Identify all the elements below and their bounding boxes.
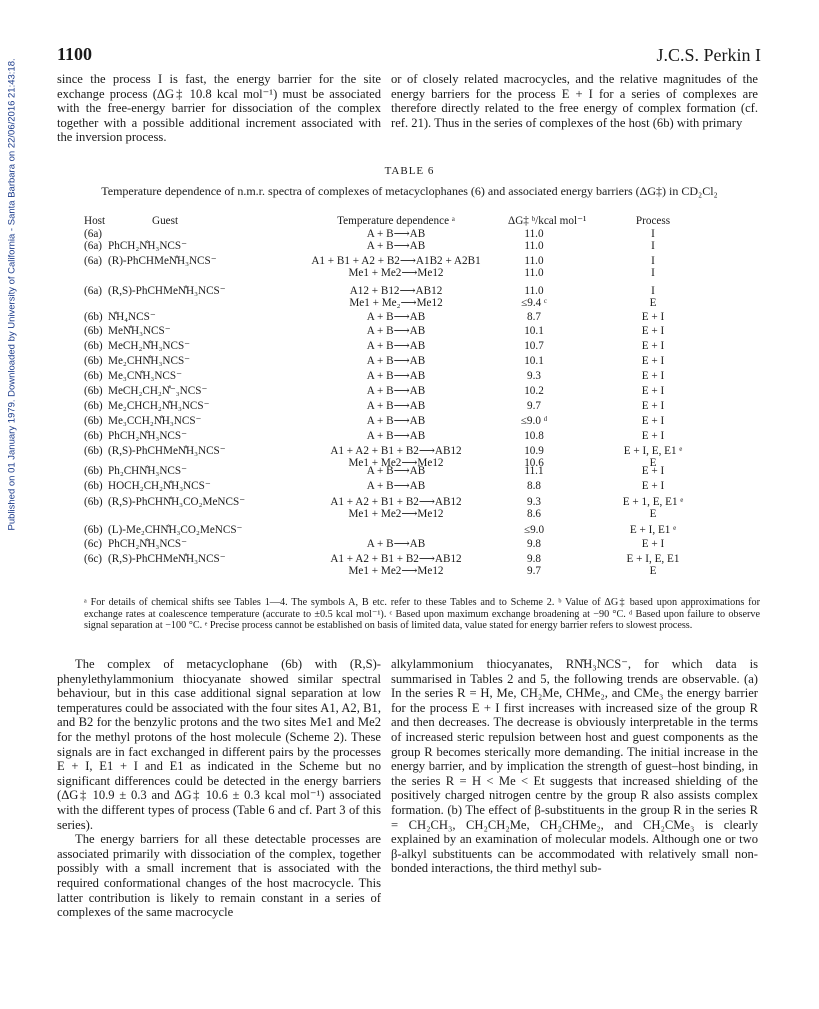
table-cell-host: (6b) bbox=[84, 445, 103, 457]
table-cell-guest: (R,S)-PhCHMeN̊H₃NCS⁻ bbox=[108, 445, 226, 457]
table-cell-host: (6a) bbox=[84, 255, 103, 267]
table-cell-process: E + I bbox=[641, 415, 665, 427]
table-cell-process: E bbox=[649, 456, 657, 469]
header-process: Process bbox=[635, 215, 671, 227]
table-cell-temperature: A1 + A2 + B1 + B2⟶AB12 bbox=[330, 553, 462, 565]
table-cell-delta-g: 11.0 bbox=[524, 266, 544, 279]
table-cell-host: (6b) bbox=[84, 385, 103, 397]
table-cell-delta-g: 10.9 bbox=[524, 445, 544, 457]
table-cell-delta-g: 10.6 bbox=[524, 456, 544, 469]
table-cell-delta-g: 9.3 bbox=[527, 496, 541, 508]
table-cell-process: E + I bbox=[641, 355, 665, 367]
table-cell-delta-g: 11.1 bbox=[524, 465, 544, 477]
table-cell-delta-g: 9.7 bbox=[527, 400, 541, 412]
table-cell-temperature: A + B⟶AB bbox=[366, 430, 426, 442]
table-cell-delta-g: ≤9.0 bbox=[523, 524, 545, 536]
table-footnotes: ᵃ For details of chemical shifts see Tables 1—4. The symbols A, B etc. refer to these Tables and to Scheme 2. ᵇ Value of ΔG‡ based upon approximations for exchange rates at coalescence temperature (accurate to ±0.5 kcal mol⁻¹). ᶜ Based upon maximum exchange broadening at −90 °C. ᵈ Based upon failure to observe signal separation at −100 °C. ᵉ Precise process cannot be established on basis of limited data, value stated for energy barrier refers to slowest process. bbox=[84, 597, 760, 632]
table-cell-delta-g: 11.0 bbox=[524, 255, 544, 267]
paragraph-complex: The complex of metacyclophane (6b) with (R,S)-phenylethylammonium thiocyanate showed similar spectral behaviour, but in this case additional signal separation at low temperatures could be associated with the four sites A1, A2, B1, and B2 for the benzylic protons and the two sites Me1 and Me2 for the methyl protons of the host molecule (Scheme 2). These signals are in fact exchanged in different pairs by the processes E + I, E1 + I and E1 as indicated in the Scheme but no significant differences could be detected in the energy barriers (ΔG‡ 10.9 ± 0.3 and ΔG‡ 10.6 ± 0.3 kcal mol⁻¹) associated with the different types of process (Table 6 and cf. Part 3 of this series). bbox=[57, 657, 381, 832]
table-cell-delta-g: 11.0 bbox=[524, 285, 544, 297]
table-cell-guest: (R)-PhCHMeN̊H₃NCS⁻ bbox=[108, 255, 217, 267]
table-cell-process: E + I bbox=[641, 480, 665, 492]
table-cell-temperature: A + B⟶AB bbox=[366, 228, 426, 240]
table-cell-delta-g: 8.6 bbox=[527, 507, 541, 520]
table-cell-process: E + I, E, E1 ᵉ bbox=[623, 445, 683, 457]
table-cell-delta-g: ≤9.4 ᶜ bbox=[521, 296, 547, 309]
table-cell-guest: Me₂CHN̊H₃NCS⁻ bbox=[108, 355, 191, 367]
table-cell-host: (6b) bbox=[84, 430, 103, 442]
header-delta-g: ΔG‡ ᵇ/kcal mol⁻¹ bbox=[508, 215, 587, 227]
paragraph-energy-barriers: The energy barriers for all these detectable processes are associated primarily with dissociation of the complex, together possibly with a small increment that is associated with the required conformational changes of the host macrocycle. This latter contribution is likely to remain constant in a series of complexes of the same macrocycle bbox=[57, 832, 381, 920]
table-cell-guest: MeCH₂N̊H₃NCS⁻ bbox=[108, 340, 191, 352]
header-temperature: Temperature dependence ᵃ bbox=[337, 215, 455, 227]
top-right-paragraph: or of closely related macrocycles, and the relative magnitudes of the energy barriers for the process E + I for a series of complexes are therefore directly related to the free energy of complex formation (cf. ref. 21). Thus in the series of complexes of the host (6b) with primary bbox=[391, 72, 758, 130]
table-cell-temperature: A + B⟶AB bbox=[366, 370, 426, 382]
table-cell-process: E + I bbox=[641, 340, 665, 352]
table-cell-guest: N̊H₄NCS⁻ bbox=[108, 311, 156, 323]
table-cell-process: I bbox=[651, 240, 655, 252]
table-cell-guest: MeN̊H₃NCS⁻ bbox=[108, 325, 171, 337]
table-cell-temperature: A1 + A2 + B1 + B2⟶AB12 bbox=[330, 445, 462, 457]
table-cell-process: E bbox=[649, 564, 657, 577]
table-cell-process: E + I bbox=[641, 370, 665, 382]
table-cell-process: E + I bbox=[641, 325, 665, 337]
table-cell-host: (6b) bbox=[84, 524, 103, 536]
table-cell-process: E + I, E1 ᵉ bbox=[629, 524, 677, 536]
table-cell-temperature: A + B⟶AB bbox=[366, 480, 426, 492]
table-cell-process: E + 1, E, E1 ᵉ bbox=[622, 496, 684, 508]
table-cell-temperature: A + B⟶AB bbox=[366, 340, 426, 352]
table-cell-temperature: A + B⟶AB bbox=[366, 240, 426, 252]
table-cell-temperature: A + B⟶AB bbox=[366, 325, 426, 337]
table-cell-host: (6b) bbox=[84, 370, 103, 382]
journal-name: J.C.S. Perkin I bbox=[656, 45, 761, 65]
table-cell-temperature: A + B⟶AB bbox=[366, 355, 426, 367]
table-cell-temperature: Me1 + Me2⟶Me12 bbox=[348, 564, 444, 577]
table-cell-temperature: Me1 + Me2⟶Me12 bbox=[348, 266, 444, 279]
header-host: Host bbox=[84, 215, 106, 227]
table-cell-temperature: A12 + B12⟶AB12 bbox=[349, 285, 443, 297]
table-cell-delta-g: 10.1 bbox=[524, 355, 544, 367]
table-cell-host: (6a) bbox=[84, 240, 103, 252]
table-cell-guest: MeCH₂CH₂N̊⁻₃NCS⁻ bbox=[108, 385, 208, 397]
table-cell-delta-g: 8.7 bbox=[527, 311, 541, 323]
table-cell-host: (6b) bbox=[84, 340, 103, 352]
table-cell-process: E + I bbox=[641, 400, 665, 412]
table-cell-process: I bbox=[651, 285, 655, 297]
table-cell-process: I bbox=[651, 228, 655, 240]
table-cell-guest: Me₃CN̊H₃NCS⁻ bbox=[108, 370, 183, 382]
table-cell-temperature: Me1 + Me₂⟶Me12 bbox=[349, 296, 443, 309]
table-cell-delta-g: 11.0 bbox=[524, 228, 544, 240]
table-cell-delta-g: 10.7 bbox=[524, 340, 544, 352]
table-cell-temperature: A + B⟶AB bbox=[366, 311, 426, 323]
table-cell-guest: PhCH₂N̊H₃NCS⁻ bbox=[108, 430, 187, 442]
table-cell-host: (6b) bbox=[84, 496, 103, 508]
table-cell-delta-g: 9.7 bbox=[527, 564, 541, 577]
table-cell-delta-g: ≤9.0 ᵈ bbox=[520, 415, 548, 427]
table-cell-temperature: A + B⟶AB bbox=[366, 385, 426, 397]
table-cell-temperature: A + B⟶AB bbox=[366, 400, 426, 412]
table-cell-temperature: A1 + B1 + A2 + B2⟶A1B2 + A2B1 bbox=[311, 255, 481, 267]
table-cell-temperature: A + B⟶AB bbox=[366, 415, 426, 427]
table-cell-host: (6b) bbox=[84, 355, 103, 367]
table-cell-temperature: A + B⟶AB bbox=[366, 465, 426, 477]
table-cell-process: E + I bbox=[641, 311, 665, 323]
table-cell-process: E bbox=[649, 296, 657, 309]
table-cell-host: (6c) bbox=[84, 538, 103, 550]
table-cell-guest: Me₂CHCH₂N̊H₃NCS⁻ bbox=[108, 400, 210, 412]
table-cell-process: E + I bbox=[641, 430, 665, 442]
table-cell-host: (6a) bbox=[84, 285, 103, 297]
table-cell-delta-g: 9.8 bbox=[527, 553, 541, 565]
header-guest: Guest bbox=[152, 215, 179, 227]
table-cell-guest: Me₃CCH₂N̊H₃NCS⁻ bbox=[108, 415, 202, 427]
table-cell-delta-g: 10.1 bbox=[524, 325, 544, 337]
table-cell-guest: (R,S)-PhCHMeN̊H₃NCS⁻ bbox=[108, 553, 226, 565]
table-cell-guest: PhCH₂N̊H₃NCS⁻ bbox=[108, 240, 187, 252]
top-left-paragraph: since the process I is fast, the energy barrier for the site exchange process (ΔG‡ 10.8 kcal mol⁻¹) must be associated with the free-energy barrier for dissociation of the complex together with a possible additional increment associated with the inversion process. bbox=[57, 72, 381, 145]
table-cell-delta-g: 9.3 bbox=[527, 370, 541, 382]
table-cell-host: (6a) bbox=[84, 228, 103, 240]
page-number: 1100 bbox=[57, 44, 93, 64]
table-cell-guest: (L)-Me₂CHN̊H₃CO₂MeNCS⁻ bbox=[108, 524, 243, 536]
table-cell-temperature: Me1 + Me2⟶Me12 bbox=[348, 456, 444, 469]
table-cell-delta-g: 10.2 bbox=[524, 385, 544, 397]
table-cell-process: E + I bbox=[641, 385, 665, 397]
table-cell-delta-g: 8.8 bbox=[527, 480, 541, 492]
bottom-right-column: alkylammonium thiocyanates, RN̊H₃NCS⁻, for which data is summarised in Tables 2 and 5, the following trends are observable. (a) In the series R = H, Me, CH₂Me, CHMe₂, and CMe₃ the energy barrier for the process E + I first increases with increased size of the group R and then decreases. The decrease is obviously interpretable in the terms of increased steric repulsion between host and guest components as the group R becomes sterically more demanding. The initial increase in the energy barrier, and by implication the strength of guest–host binding, in the series R = H < Me < Et suggests that increased shielding of the positively charged nitrogen centre by the group R also assists complex formation. (b) The effect of β-substituents in the group R in the series R = CH₂CH₃, CH₂CH₂Me, CH₂CHMe₂, and CH₂CMe₃ is clearly explained by an examination of molecular models. Although one or two β-alkyl substituents can be accommodated with relatively small non-bonded interactions, the third methyl sub- bbox=[391, 657, 758, 876]
table-cell-temperature: Me1 + Me2⟶Me12 bbox=[348, 507, 444, 520]
table-cell-host: (6b) bbox=[84, 325, 103, 337]
table-cell-process: E + I bbox=[641, 538, 665, 550]
table-cell-guest: Ph₂CHN̊H₃NCS⁻ bbox=[108, 465, 187, 477]
table-cell-temperature: A + B⟶AB bbox=[366, 538, 426, 550]
download-notice: Published on 01 January 1979. Downloaded by University of California - Santa Barbara on 22/06/2016 21:43:18. bbox=[6, 58, 18, 531]
table-cell-process: I bbox=[651, 266, 655, 279]
table-cell-host: (6b) bbox=[84, 465, 103, 477]
table-cell-host: (6c) bbox=[84, 553, 103, 565]
table-cell-process: E + I, E, E1 bbox=[626, 553, 680, 565]
table-cell-process: E + I bbox=[641, 465, 665, 477]
bottom-left-column bbox=[57, 657, 381, 920]
table-title: TABLE 6 bbox=[384, 165, 435, 177]
table-cell-delta-g: 9.8 bbox=[527, 538, 541, 550]
table-cell-guest: PhCH₂N̊H₃NCS⁻ bbox=[108, 538, 187, 550]
table-cell-process: E bbox=[649, 507, 657, 520]
table-cell-guest: (R,S)-PhCHMeN̊H₃NCS⁻ bbox=[108, 285, 226, 297]
table-cell-guest: (R,S)-PhCHN̊H₃CO₂MeNCS⁻ bbox=[108, 496, 246, 508]
table-cell-guest: HOCH₂CH₂N̊H₃NCS⁻ bbox=[108, 480, 211, 492]
table-cell-host: (6b) bbox=[84, 311, 103, 323]
table-cell-temperature: A1 + A2 + B1 + B2⟶AB12 bbox=[330, 496, 462, 508]
table-caption: Temperature dependence of n.m.r. spectra of complexes of metacyclophanes (6) and associated energy barriers (ΔG‡) in CD₂Cl₂ bbox=[101, 184, 718, 198]
table-cell-host: (6b) bbox=[84, 415, 103, 427]
table-cell-host: (6b) bbox=[84, 400, 103, 412]
table-cell-delta-g: 11.0 bbox=[524, 240, 544, 252]
table-cell-delta-g: 10.8 bbox=[524, 430, 544, 442]
table-cell-host: (6b) bbox=[84, 480, 103, 492]
table-cell-process: I bbox=[651, 255, 655, 267]
